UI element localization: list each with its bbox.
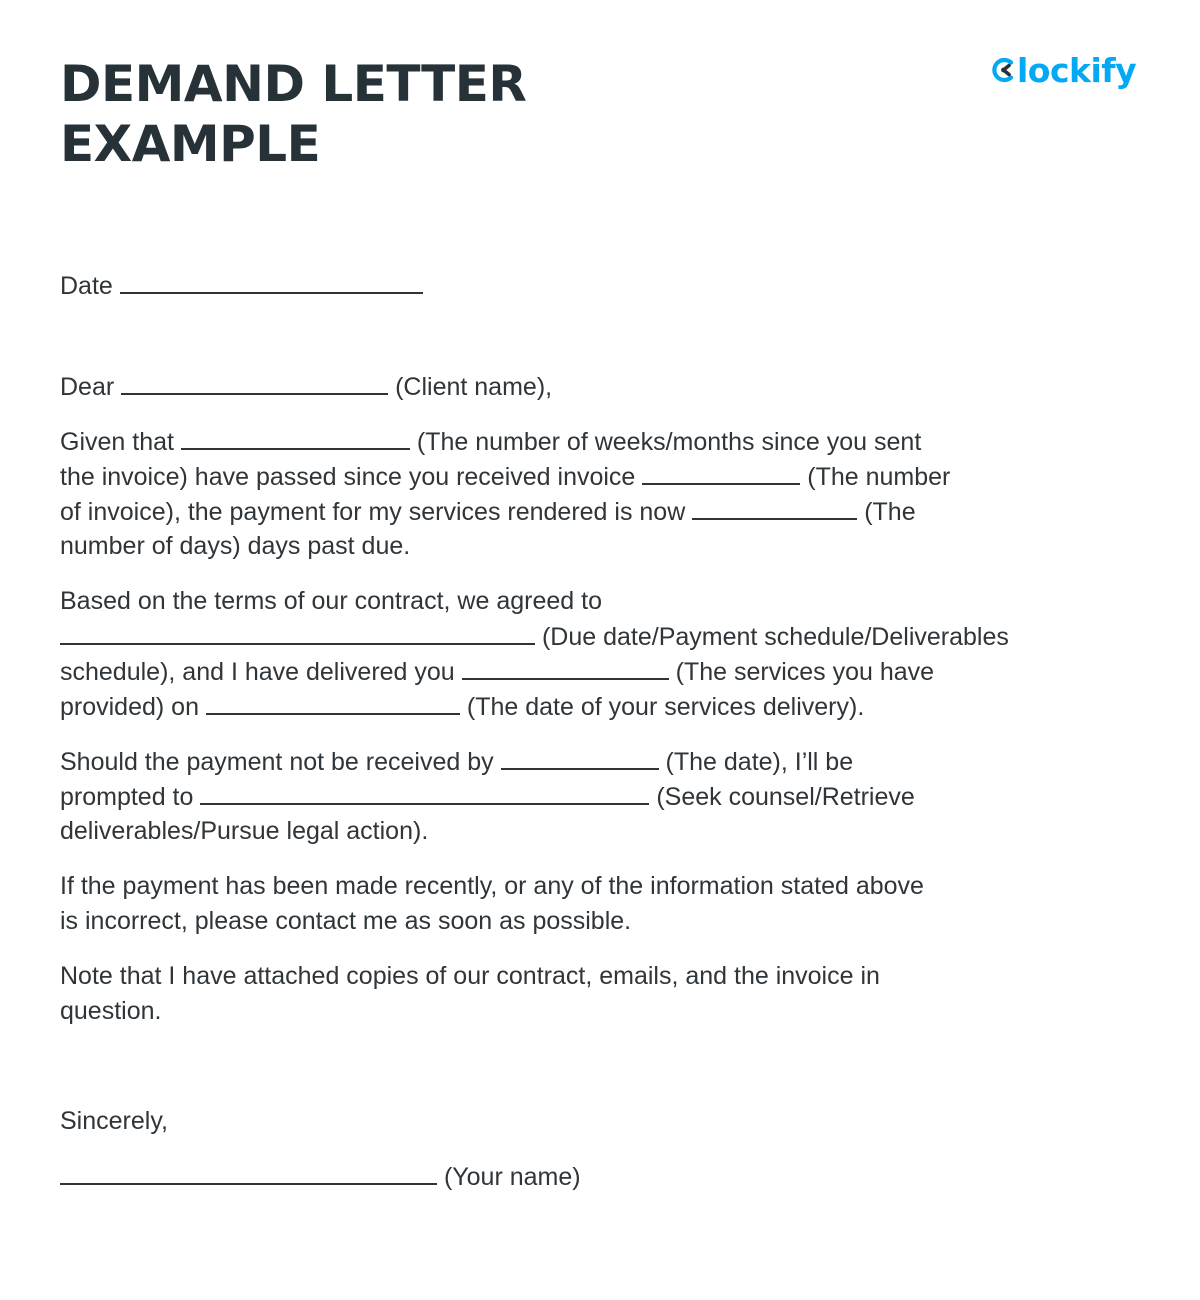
text-segment: Given that xyxy=(60,428,174,456)
paragraph-line xyxy=(60,994,1150,1029)
services-blank[interactable] xyxy=(462,654,669,680)
text-segment: (Due date/Payment schedule/Deliverables xyxy=(541,623,1009,651)
days-past-due-blank[interactable] xyxy=(692,494,857,520)
clockify-logo xyxy=(992,50,1136,90)
salutation-line xyxy=(60,369,1150,405)
text-segment: Note that I have attached copies of our contract, emails, and the invoice in xyxy=(60,962,880,990)
invoice-number-blank[interactable] xyxy=(642,459,800,485)
page-title xyxy=(60,54,526,174)
text-segment: is incorrect, please contact me as soon as possible. xyxy=(60,907,632,935)
client-name-blank[interactable] xyxy=(121,369,388,395)
text-segment: of invoice), the payment for my services rendered is now xyxy=(60,498,686,526)
clockify-logo-icon xyxy=(992,56,1016,84)
paragraph-contract-terms xyxy=(60,584,1150,724)
date-blank[interactable] xyxy=(120,268,423,294)
text-segment: (The number of weeks/months since you sent xyxy=(416,428,922,456)
weeks-months-blank[interactable] xyxy=(181,424,410,450)
paragraph-line xyxy=(60,424,1150,459)
paragraph-line xyxy=(60,654,1150,689)
text-segment: number of days) days past due. xyxy=(60,532,411,560)
deadline-date-blank[interactable] xyxy=(501,744,659,770)
text-segment: (Seek counsel/Retrieve xyxy=(656,783,915,811)
paragraph-contact xyxy=(60,869,1150,939)
paragraph-line xyxy=(60,814,1150,849)
text-segment: Based on the terms of our contract, we agreed to xyxy=(60,587,602,615)
logo-text: lockify xyxy=(1017,50,1137,90)
text-segment: prompted to xyxy=(60,783,194,811)
text-segment: (The date of your services delivery). xyxy=(466,693,865,721)
text-segment: Should the payment not be received by xyxy=(60,748,494,776)
text-segment: (The services you have xyxy=(675,658,935,686)
paragraph-line xyxy=(60,619,1150,654)
text-segment: If the payment has been made recently, or any of the information stated above xyxy=(60,872,924,900)
text-segment: provided) on xyxy=(60,693,199,721)
text-segment: schedule), and I have delivered you xyxy=(60,658,455,686)
text-segment: (The xyxy=(864,498,916,526)
action-blank[interactable] xyxy=(200,779,649,805)
paragraph-line xyxy=(60,744,1150,779)
date-label: Date xyxy=(60,272,113,300)
paragraph-line xyxy=(60,494,1150,529)
title-line-2: EXAMPLE xyxy=(60,115,321,173)
paragraph-line xyxy=(60,779,1150,814)
text-segment: (The date), I’ll be xyxy=(665,748,854,776)
paragraph-line xyxy=(60,869,1150,904)
text-segment: question. xyxy=(60,997,162,1025)
paragraph-line xyxy=(60,584,1150,619)
schedule-blank[interactable] xyxy=(60,619,535,645)
paragraph-consequences xyxy=(60,744,1150,849)
salutation-label: Dear xyxy=(60,373,115,401)
paragraph-elapsed-time xyxy=(60,424,1150,564)
text-segment: deliverables/Pursue legal action). xyxy=(60,817,429,845)
your-name-hint: (Your name) xyxy=(443,1163,581,1191)
paragraph-line xyxy=(60,529,1150,564)
paragraph-line xyxy=(60,904,1150,939)
client-name-hint: (Client name), xyxy=(395,373,553,401)
title-line-1: DEMAND LETTER xyxy=(60,55,527,113)
paragraph-attachments xyxy=(60,959,1150,1029)
your-name-blank[interactable] xyxy=(60,1159,437,1185)
paragraph-line xyxy=(60,959,1150,994)
signature-line xyxy=(60,1159,1150,1195)
text-segment: (The number xyxy=(807,463,951,491)
delivery-date-blank[interactable] xyxy=(206,689,460,715)
text-segment: the invoice) have passed since you received invoice xyxy=(60,463,636,491)
paragraph-line xyxy=(60,459,1150,494)
date-line xyxy=(60,268,1150,304)
paragraph-line xyxy=(60,689,1150,724)
closing: Sincerely, xyxy=(60,1107,168,1135)
